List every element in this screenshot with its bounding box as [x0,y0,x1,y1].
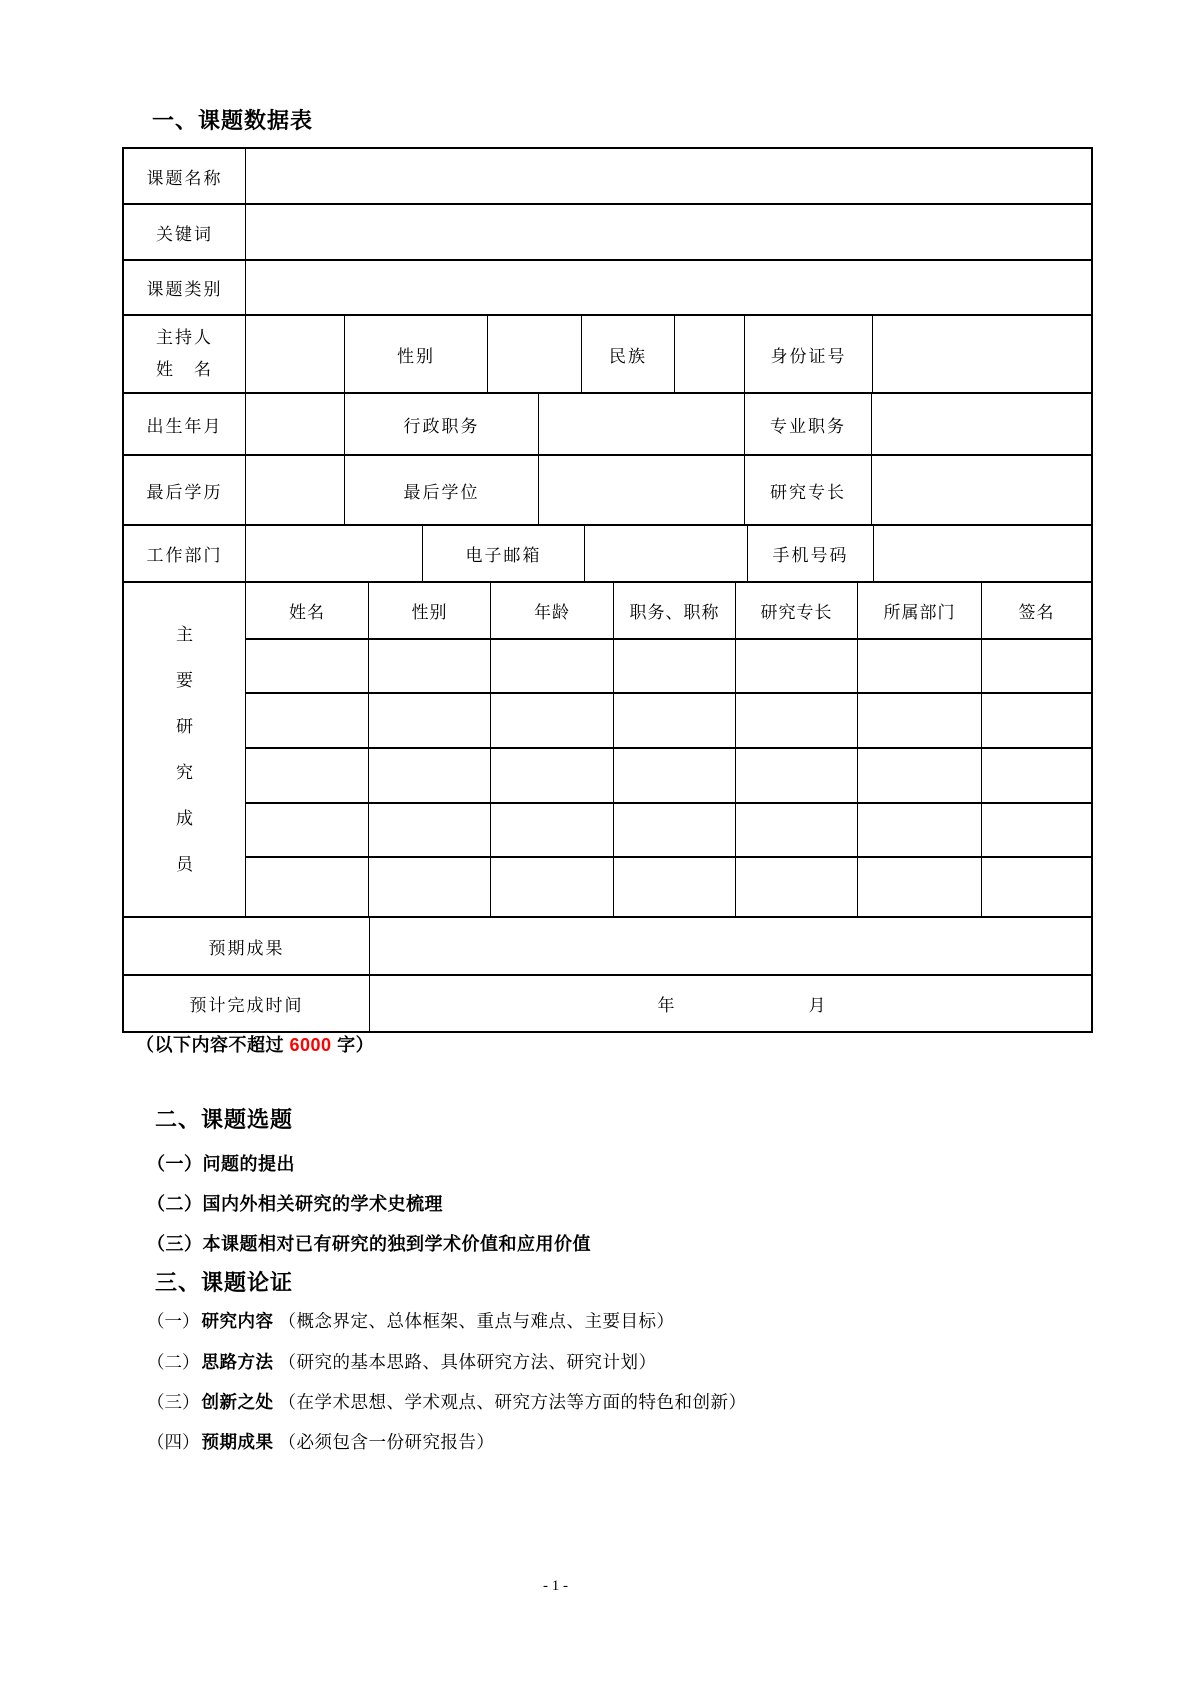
gender-input-cell[interactable] [488,316,582,392]
member-input-cell[interactable] [982,858,1091,916]
word-limit-value: 6000 [289,1035,332,1055]
members-section [124,583,1091,918]
member-input-cell[interactable] [736,640,858,693]
member-input-cell[interactable] [982,694,1091,747]
member-input-cell[interactable] [614,640,736,693]
email-label: 电子邮箱 [423,526,585,581]
table-row [124,205,1091,261]
admin-post-input-cell[interactable] [539,394,745,454]
leader-name-input-cell[interactable] [246,316,345,392]
section2-title: 二、课题选题 [155,1107,294,1132]
member-row [246,694,1091,749]
project-data-table [122,147,1093,1033]
member-row [246,749,1091,804]
member-input-cell[interactable] [736,858,858,916]
table-row [124,918,1091,976]
member-input-cell[interactable] [246,640,369,693]
member-input-cell[interactable] [369,749,491,802]
keywords-label: 关键词 [124,205,246,259]
section2-item-3: （三）本课题相对已有研究的独到学术价值和应用价值 [147,1234,591,1254]
professional-post-input-cell[interactable] [872,394,1091,454]
section1-title: 一、课题数据表 [152,108,314,133]
member-input-cell[interactable] [982,640,1091,693]
expected-results-label: 预期成果 [124,918,370,974]
research-specialty-input-cell[interactable] [872,456,1091,524]
member-input-cell[interactable] [982,804,1091,857]
month-label: 月 [808,996,828,1015]
members-grid [246,583,1091,916]
member-input-cell[interactable] [369,858,491,916]
member-title-header: 职务、职称 [614,583,736,638]
mobile-label: 手机号码 [748,526,874,581]
ethnicity-label: 民族 [582,316,675,392]
page-number: - 1 - [543,1578,568,1594]
birth-date-label: 出生年月 [124,394,246,454]
member-input-cell[interactable] [246,749,369,802]
member-input-cell[interactable] [369,694,491,747]
id-number-input-cell[interactable] [873,316,1091,392]
member-input-cell[interactable] [858,858,982,916]
id-number-label: 身份证号 [745,316,873,392]
work-department-input-cell[interactable] [246,526,423,581]
table-row [124,149,1091,205]
member-input-cell[interactable] [736,749,858,802]
member-input-cell[interactable] [736,694,858,747]
last-degree-input-cell[interactable] [539,456,745,524]
member-input-cell[interactable] [614,804,736,857]
email-input-cell[interactable] [585,526,748,581]
member-input-cell[interactable] [858,694,982,747]
table-row [124,316,1091,394]
admin-post-label: 行政职务 [345,394,539,454]
ethnicity-input-cell[interactable] [675,316,745,392]
completion-time-input-cell[interactable] [370,976,1091,1031]
member-input-cell[interactable] [614,749,736,802]
research-specialty-label: 研究专长 [745,456,872,524]
member-input-cell[interactable] [491,749,614,802]
member-input-cell[interactable] [491,858,614,916]
table-row [124,456,1091,526]
member-input-cell[interactable] [369,804,491,857]
category-input-cell[interactable] [246,261,1091,314]
member-input-cell[interactable] [982,749,1091,802]
professional-post-label: 专业职务 [745,394,872,454]
category-label: 课题类别 [124,261,246,314]
section3-item-2: （二） 思路方法 （研究的基本思路、具体研究方法、研究计划） [147,1352,657,1372]
mobile-input-cell[interactable] [874,526,1091,581]
member-input-cell[interactable] [491,694,614,747]
member-input-cell[interactable] [736,804,858,857]
table-row [124,526,1091,583]
table-row [124,261,1091,316]
table-row [124,976,1091,1031]
leader-name-label: 主持人 姓 名 [124,316,246,392]
gender-label: 性别 [345,316,488,392]
member-input-cell[interactable] [858,804,982,857]
section3-item-1: （一） 研究内容 （概念界定、总体框架、重点与难点、主要目标） [147,1311,675,1331]
member-age-header: 年龄 [491,583,614,638]
member-input-cell[interactable] [858,640,982,693]
member-input-cell[interactable] [614,694,736,747]
member-signature-header: 签名 [1018,602,1055,622]
birth-date-input-cell[interactable] [246,394,345,454]
member-input-cell[interactable] [858,749,982,802]
member-input-cell[interactable] [246,804,369,857]
section3-title: 三、课题论证 [155,1270,294,1295]
year-label: 年 [657,996,677,1015]
completion-time-label: 预计完成时间 [124,976,370,1031]
project-name-input-cell[interactable] [246,149,1091,203]
member-department-header: 所属部门 [858,583,982,638]
expected-results-input-cell[interactable] [370,918,1091,974]
table-row [124,394,1091,456]
member-input-cell[interactable] [246,858,369,916]
members-side-label: 主 要 研 究 成 员 [124,583,246,916]
member-row [246,804,1091,859]
member-gender-header: 性别 [369,583,491,638]
member-row [246,858,1091,916]
member-input-cell[interactable] [491,804,614,857]
member-name-header: 姓名 [246,583,369,638]
work-department-label: 工作部门 [124,526,246,581]
section2-item-2: （二）国内外相关研究的学术史梳理 [147,1194,443,1214]
section3-item-3: （三） 创新之处 （在学术思想、学术观点、研究方法等方面的特色和创新） [147,1392,747,1412]
last-education-label: 最后学历 [124,456,246,524]
project-name-label: 课题名称 [124,149,246,203]
member-input-cell[interactable] [246,694,369,747]
last-education-input-cell[interactable] [246,456,345,524]
last-degree-label: 最后学位 [345,456,539,524]
member-row [246,640,1091,695]
keywords-input-cell[interactable] [246,205,1091,259]
word-limit-note: （以下内容不超过 6000 字） [136,1035,375,1055]
member-input-cell[interactable] [614,858,736,916]
member-input-cell[interactable] [369,640,491,693]
section3-item-4: （四） 预期成果 （必须包含一份研究报告） [147,1432,495,1452]
section2-item-1: （一）问题的提出 [147,1154,295,1174]
members-header-row [246,583,1091,640]
member-specialty-header: 研究专长 [736,583,858,638]
member-input-cell[interactable] [491,640,614,693]
